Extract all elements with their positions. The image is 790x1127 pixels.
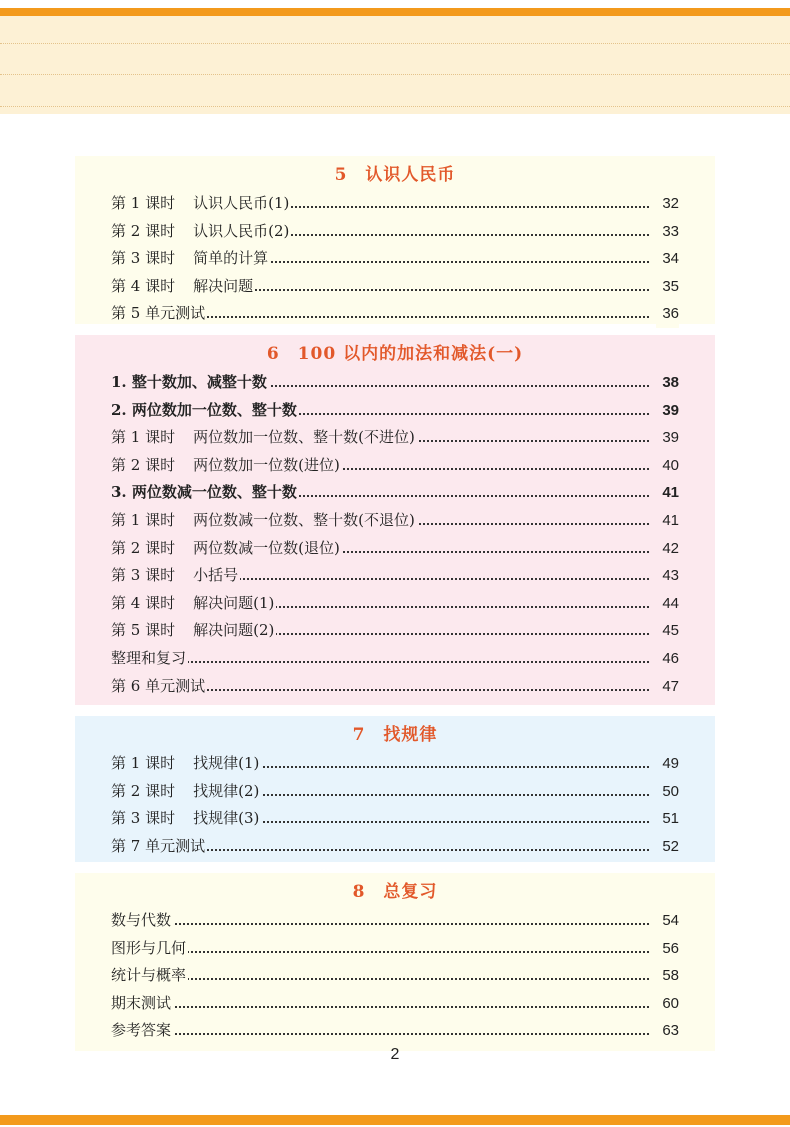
page-ref: 50	[656, 778, 679, 806]
toc-entry-label	[111, 194, 291, 212]
page-ref: 35	[656, 273, 679, 301]
section-unit-8	[75, 873, 715, 1051]
toc-entry[interactable]	[111, 778, 679, 806]
section-number: 7	[352, 725, 366, 745]
section-number: 8	[352, 882, 366, 902]
toc-entry-label	[111, 401, 299, 419]
toc-entry-label	[111, 911, 173, 929]
page-ref: 63	[656, 1017, 679, 1045]
page-ref: 42	[656, 535, 679, 563]
dot-leader	[111, 661, 649, 663]
lesson-number: 第 2 课时	[111, 538, 176, 557]
toc-entry[interactable]	[111, 562, 679, 590]
toc-entry[interactable]	[111, 617, 679, 645]
entry-title: 认识人民币(2)	[193, 221, 290, 240]
page-ref: 44	[656, 590, 679, 618]
page-ref: 33	[656, 218, 679, 246]
lesson-number: 第 3 课时	[111, 249, 176, 268]
page-ref: 43	[656, 562, 679, 590]
entry-title: 统计与概率	[111, 966, 187, 985]
toc-entry-label	[111, 594, 276, 612]
page-ref: 40	[656, 452, 679, 480]
toc-entry-label	[111, 249, 270, 267]
page-ref: 41	[656, 479, 679, 507]
toc-entry[interactable]	[111, 369, 679, 397]
section-name: 总复习	[383, 882, 438, 902]
toc-entry[interactable]	[111, 590, 679, 618]
page-ref: 41	[656, 507, 679, 535]
toc-entry[interactable]	[111, 535, 679, 563]
section-number: 5	[334, 165, 348, 185]
lesson-number: 第 2 课时	[111, 221, 176, 240]
toc-entry[interactable]	[111, 424, 679, 452]
toc-entry-label	[111, 621, 276, 639]
page-ref: 51	[656, 805, 679, 833]
toc-entry-label	[111, 277, 255, 295]
entry-title: 简单的计算	[193, 249, 269, 268]
page-ref: 32	[656, 190, 679, 218]
toc-entry[interactable]	[111, 833, 679, 861]
section-name: 找规律	[383, 725, 438, 745]
entry-title: 第 6 单元测试	[111, 676, 206, 695]
entry-title: 两位数加一位数、整十数(不进位)	[193, 428, 415, 447]
toc-entry[interactable]	[111, 452, 679, 480]
dot-leader	[111, 1033, 649, 1035]
page-ref: 45	[656, 617, 679, 645]
section-title	[75, 339, 715, 369]
entry-title: 两位数减一位数(退位)	[193, 538, 340, 557]
lesson-number: 第 3 课时	[111, 566, 176, 585]
lesson-number: 第 1 课时	[111, 510, 176, 529]
section-name: 100 以内的加法和减法(一)	[297, 344, 524, 364]
lesson-number: 第 1 课时	[111, 428, 176, 447]
section-unit-6	[75, 335, 715, 705]
page-ref: 60	[656, 990, 679, 1018]
top-accent-bar	[0, 8, 790, 16]
entry-title: 3. 两位数减一位数、整十数	[111, 483, 297, 502]
page-ref: 39	[656, 397, 679, 425]
dot-leader	[111, 1006, 649, 1008]
toc-entry-label	[111, 1021, 173, 1039]
toc-entry-label	[111, 428, 417, 446]
entry-title: 两位数减一位数、整十数(不退位)	[193, 510, 415, 529]
page-ref: 36	[656, 300, 679, 328]
entry-title: 找规律(1)	[193, 754, 260, 772]
entry-title: 期末测试	[111, 993, 172, 1012]
toc-entry-label	[111, 994, 173, 1012]
page-ref: 54	[656, 907, 679, 935]
toc-entry-label	[111, 782, 261, 800]
lesson-number: 第 2 课时	[111, 781, 176, 800]
table-of-contents	[75, 156, 715, 1051]
header-rule	[0, 106, 790, 107]
page-ref: 49	[656, 750, 679, 778]
section-title	[75, 720, 715, 750]
entry-title: 解决问题(1)	[193, 593, 275, 612]
section-title	[75, 877, 715, 907]
entry-title: 解决问题	[193, 276, 254, 295]
entry-title: 解决问题(2)	[193, 621, 275, 640]
toc-entry[interactable]	[111, 990, 679, 1018]
lesson-number: 第 1 课时	[111, 194, 176, 212]
toc-entry[interactable]	[111, 245, 679, 273]
entry-title: 两位数加一位数(进位)	[193, 455, 340, 474]
page-ref: 39	[656, 424, 679, 452]
toc-entry-label	[111, 304, 207, 322]
lesson-number: 第 5 课时	[111, 621, 176, 640]
toc-entry-label	[111, 566, 240, 584]
entry-title: 找规律(2)	[193, 781, 260, 800]
toc-entry-label	[111, 222, 291, 240]
entry-title: 参考答案	[111, 1021, 172, 1040]
toc-entry[interactable]	[111, 1017, 679, 1045]
dot-leader	[111, 951, 649, 953]
toc-entry-label	[111, 837, 207, 855]
toc-entry[interactable]	[111, 962, 679, 990]
entry-title: 2. 两位数加一位数、整十数	[111, 400, 297, 419]
toc-entry-label	[111, 809, 261, 827]
toc-entry-label	[111, 483, 299, 501]
section-number: 6	[266, 344, 280, 364]
header-band	[0, 16, 790, 114]
toc-entry[interactable]	[111, 907, 679, 935]
section-name: 认识人民币	[365, 165, 456, 185]
entry-title: 第 7 单元测试	[111, 836, 206, 855]
lesson-number: 第 4 课时	[111, 593, 176, 612]
lesson-number: 第 3 课时	[111, 809, 176, 828]
toc-entry[interactable]	[111, 397, 679, 425]
page-number: 2	[390, 1046, 400, 1063]
lesson-number: 第 1 课时	[111, 754, 176, 772]
lesson-number: 第 2 课时	[111, 455, 176, 474]
toc-entry-label	[111, 511, 417, 529]
toc-entry[interactable]	[111, 218, 679, 246]
page-ref: 52	[656, 833, 679, 861]
toc-entry-label	[111, 649, 188, 667]
toc-entry-label	[111, 677, 207, 695]
bottom-accent-bar	[0, 1115, 790, 1125]
page-ref: 34	[656, 245, 679, 273]
toc-entry[interactable]	[111, 273, 679, 301]
toc-entry[interactable]	[111, 750, 679, 778]
page-ref: 58	[656, 962, 679, 990]
page-ref: 38	[656, 369, 679, 397]
toc-entry[interactable]	[111, 645, 679, 673]
entry-title: 认识人民币(1)	[193, 194, 290, 212]
toc-entry-label	[111, 939, 188, 957]
toc-entry[interactable]	[111, 300, 679, 328]
toc-entry[interactable]	[111, 190, 679, 218]
section-title	[75, 160, 715, 190]
toc-entry[interactable]	[111, 507, 679, 535]
toc-entry[interactable]	[111, 479, 679, 507]
toc-entry[interactable]	[111, 935, 679, 963]
page-ref: 56	[656, 935, 679, 963]
toc-entry[interactable]	[111, 805, 679, 833]
page-ref: 46	[656, 645, 679, 673]
entry-title: 图形与几何	[111, 938, 187, 957]
header-rule	[0, 43, 790, 44]
toc-entry-label	[111, 373, 269, 391]
entry-title: 整理和复习	[111, 648, 187, 667]
toc-entry-label	[111, 754, 261, 772]
dot-leader	[111, 978, 649, 980]
entry-title: 小括号	[193, 566, 239, 585]
dot-leader	[111, 923, 649, 925]
toc-entry-label	[111, 456, 342, 474]
section-unit-7	[75, 716, 715, 862]
section-unit-5	[75, 156, 715, 324]
entry-title: 1. 整十数加、减整十数	[111, 373, 267, 391]
entry-title: 找规律(3)	[193, 809, 260, 828]
lesson-number: 第 4 课时	[111, 276, 176, 295]
entry-title: 数与代数	[111, 911, 172, 929]
header-rule	[0, 74, 790, 75]
page-ref: 47	[656, 673, 679, 701]
entry-title: 第 5 单元测试	[111, 304, 206, 323]
toc-entry-label	[111, 966, 188, 984]
toc-entry[interactable]	[111, 673, 679, 701]
toc-entry-label	[111, 539, 342, 557]
